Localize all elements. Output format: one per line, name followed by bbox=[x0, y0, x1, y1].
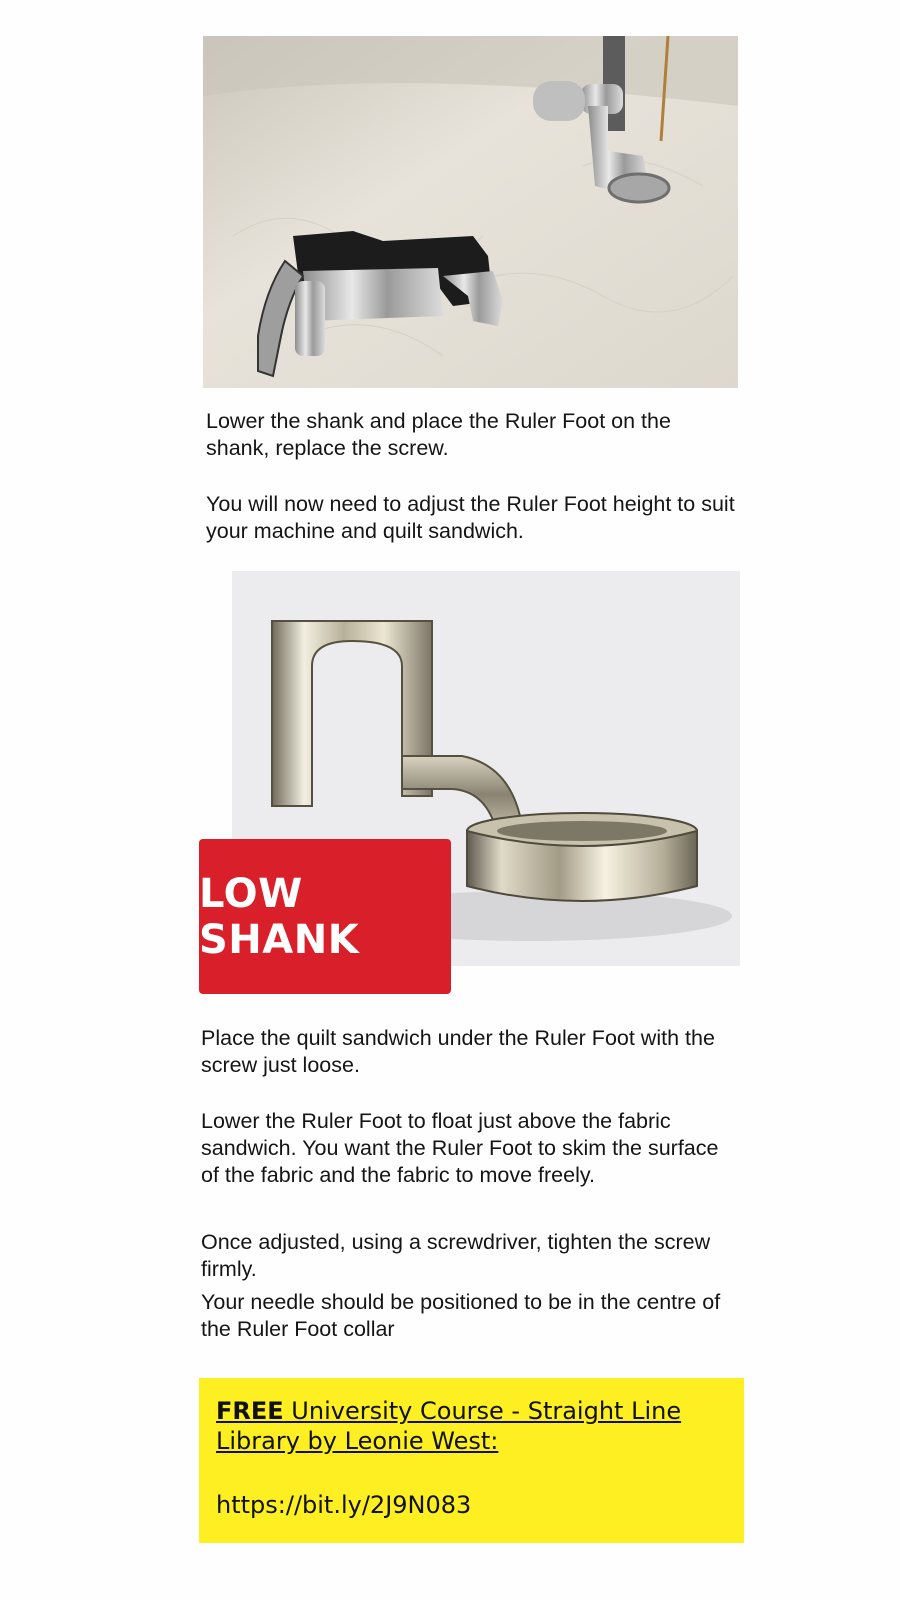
ruler-foot-on-shank-photo bbox=[203, 36, 738, 388]
course-title: University Course - Straight Line Library by Leonie West: bbox=[216, 1397, 682, 1455]
low-shank-badge bbox=[199, 839, 451, 994]
instruction-step-3: Place the quilt sandwich under the Ruler Foot with the screw just loose. bbox=[201, 1026, 715, 1077]
free-label: FREE bbox=[216, 1397, 284, 1425]
free-course-promo bbox=[199, 1378, 744, 1543]
course-url[interactable]: https://bit.ly/2J9N083 bbox=[216, 1491, 472, 1519]
free-course-link[interactable] bbox=[216, 1396, 716, 1456]
instruction-step-1: Lower the shank and place the Ruler Foot on the shank, replace the screw. bbox=[206, 409, 671, 460]
instruction-step-2: You will now need to adjust the Ruler Foot height to suit your machine and quilt sandwich. bbox=[206, 492, 735, 543]
instruction-step-6: Your needle should be positioned to be in the centre of the Ruler Foot collar bbox=[201, 1290, 721, 1341]
instruction-step-4: Lower the Ruler Foot to float just above the fabric sandwich. You want the Ruler Foot to skim the surface of the fabric and the fabric to move freely. bbox=[201, 1109, 719, 1187]
low-shank-badge-label: LOW SHANK bbox=[199, 870, 360, 963]
instruction-step-5: Once adjusted, using a screwdriver, tighten the screw firmly. bbox=[201, 1230, 711, 1281]
